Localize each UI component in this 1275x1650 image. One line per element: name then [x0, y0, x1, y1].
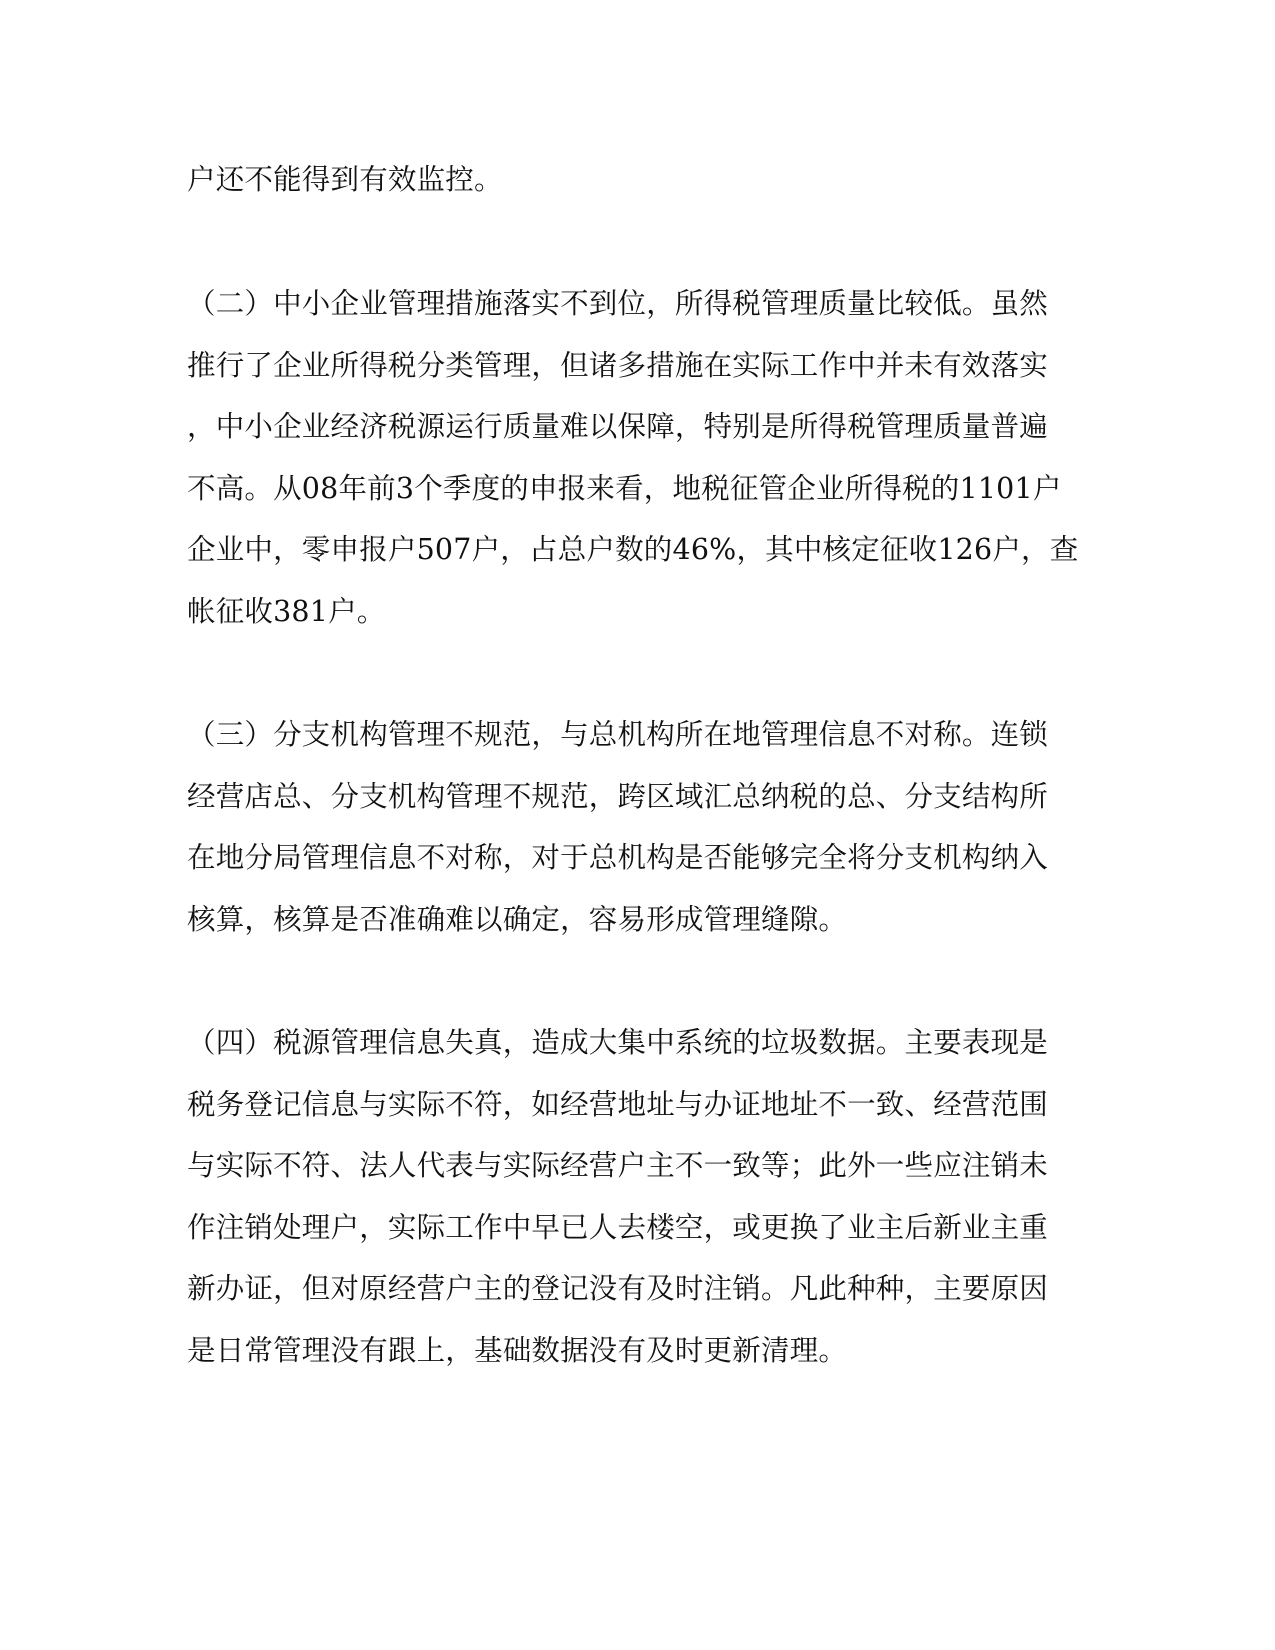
- paragraph-4-line-6: 是日常管理没有跟上，基础数据没有及时更新清理。: [187, 1334, 848, 1367]
- paragraph-4-line-1: （四）税源管理信息失真，造成大集中系统的垃圾数据。主要表现是: [187, 1026, 1049, 1059]
- paragraph-4-line-5: 新办证，但对原经营户主的登记没有及时注销。凡此种种，主要原因: [187, 1272, 1049, 1305]
- paragraph-3-line-2: 经营店总、分支机构管理不规范，跨区域汇总纳税的总、分支结构所: [187, 780, 1049, 813]
- paragraph-2-line-6: 帐征收381户。: [187, 595, 386, 628]
- paragraph-2-line-3: ，中小企业经济税源运行质量难以保障，特别是所得税管理质量普遍: [187, 410, 1049, 443]
- paragraph-2-line-1: （二）中小企业管理措施落实不到位，所得税管理质量比较低。虽然: [187, 287, 1049, 320]
- paragraph-3-line-4: 核算，核算是否准确难以确定，容易形成管理缝隙。: [187, 903, 848, 936]
- paragraph-3-line-3: 在地分局管理信息不对称，对于总机构是否能够完全将分支机构纳入: [187, 841, 1049, 874]
- paragraph-2-line-2: 推行了企业所得税分类管理，但诸多措施在实际工作中并未有效落实: [187, 349, 1049, 382]
- paragraph-4-line-2: 税务登记信息与实际不符，如经营地址与办证地址不一致、经营范围: [187, 1088, 1049, 1121]
- paragraph-4-line-3: 与实际不符、法人代表与实际经营户主不一致等；此外一些应注销未: [187, 1149, 1049, 1182]
- paragraph-2-line-4: 不高。从08年前3个季度的申报来看，地税征管企业所得税的1101户: [187, 472, 1062, 505]
- paragraph-3-line-1: （三）分支机构管理不规范，与总机构所在地管理信息不对称。连锁: [187, 718, 1049, 751]
- paragraph-1-line-1: 户还不能得到有效监控。: [187, 163, 503, 196]
- paragraph-2-line-5: 企业中，零申报户507户，占总户数的46%，其中核定征收126户，查: [187, 533, 1079, 566]
- paragraph-4-line-4: 作注销处理户，实际工作中早已人去楼空，或更换了业主后新业主重: [187, 1211, 1049, 1244]
